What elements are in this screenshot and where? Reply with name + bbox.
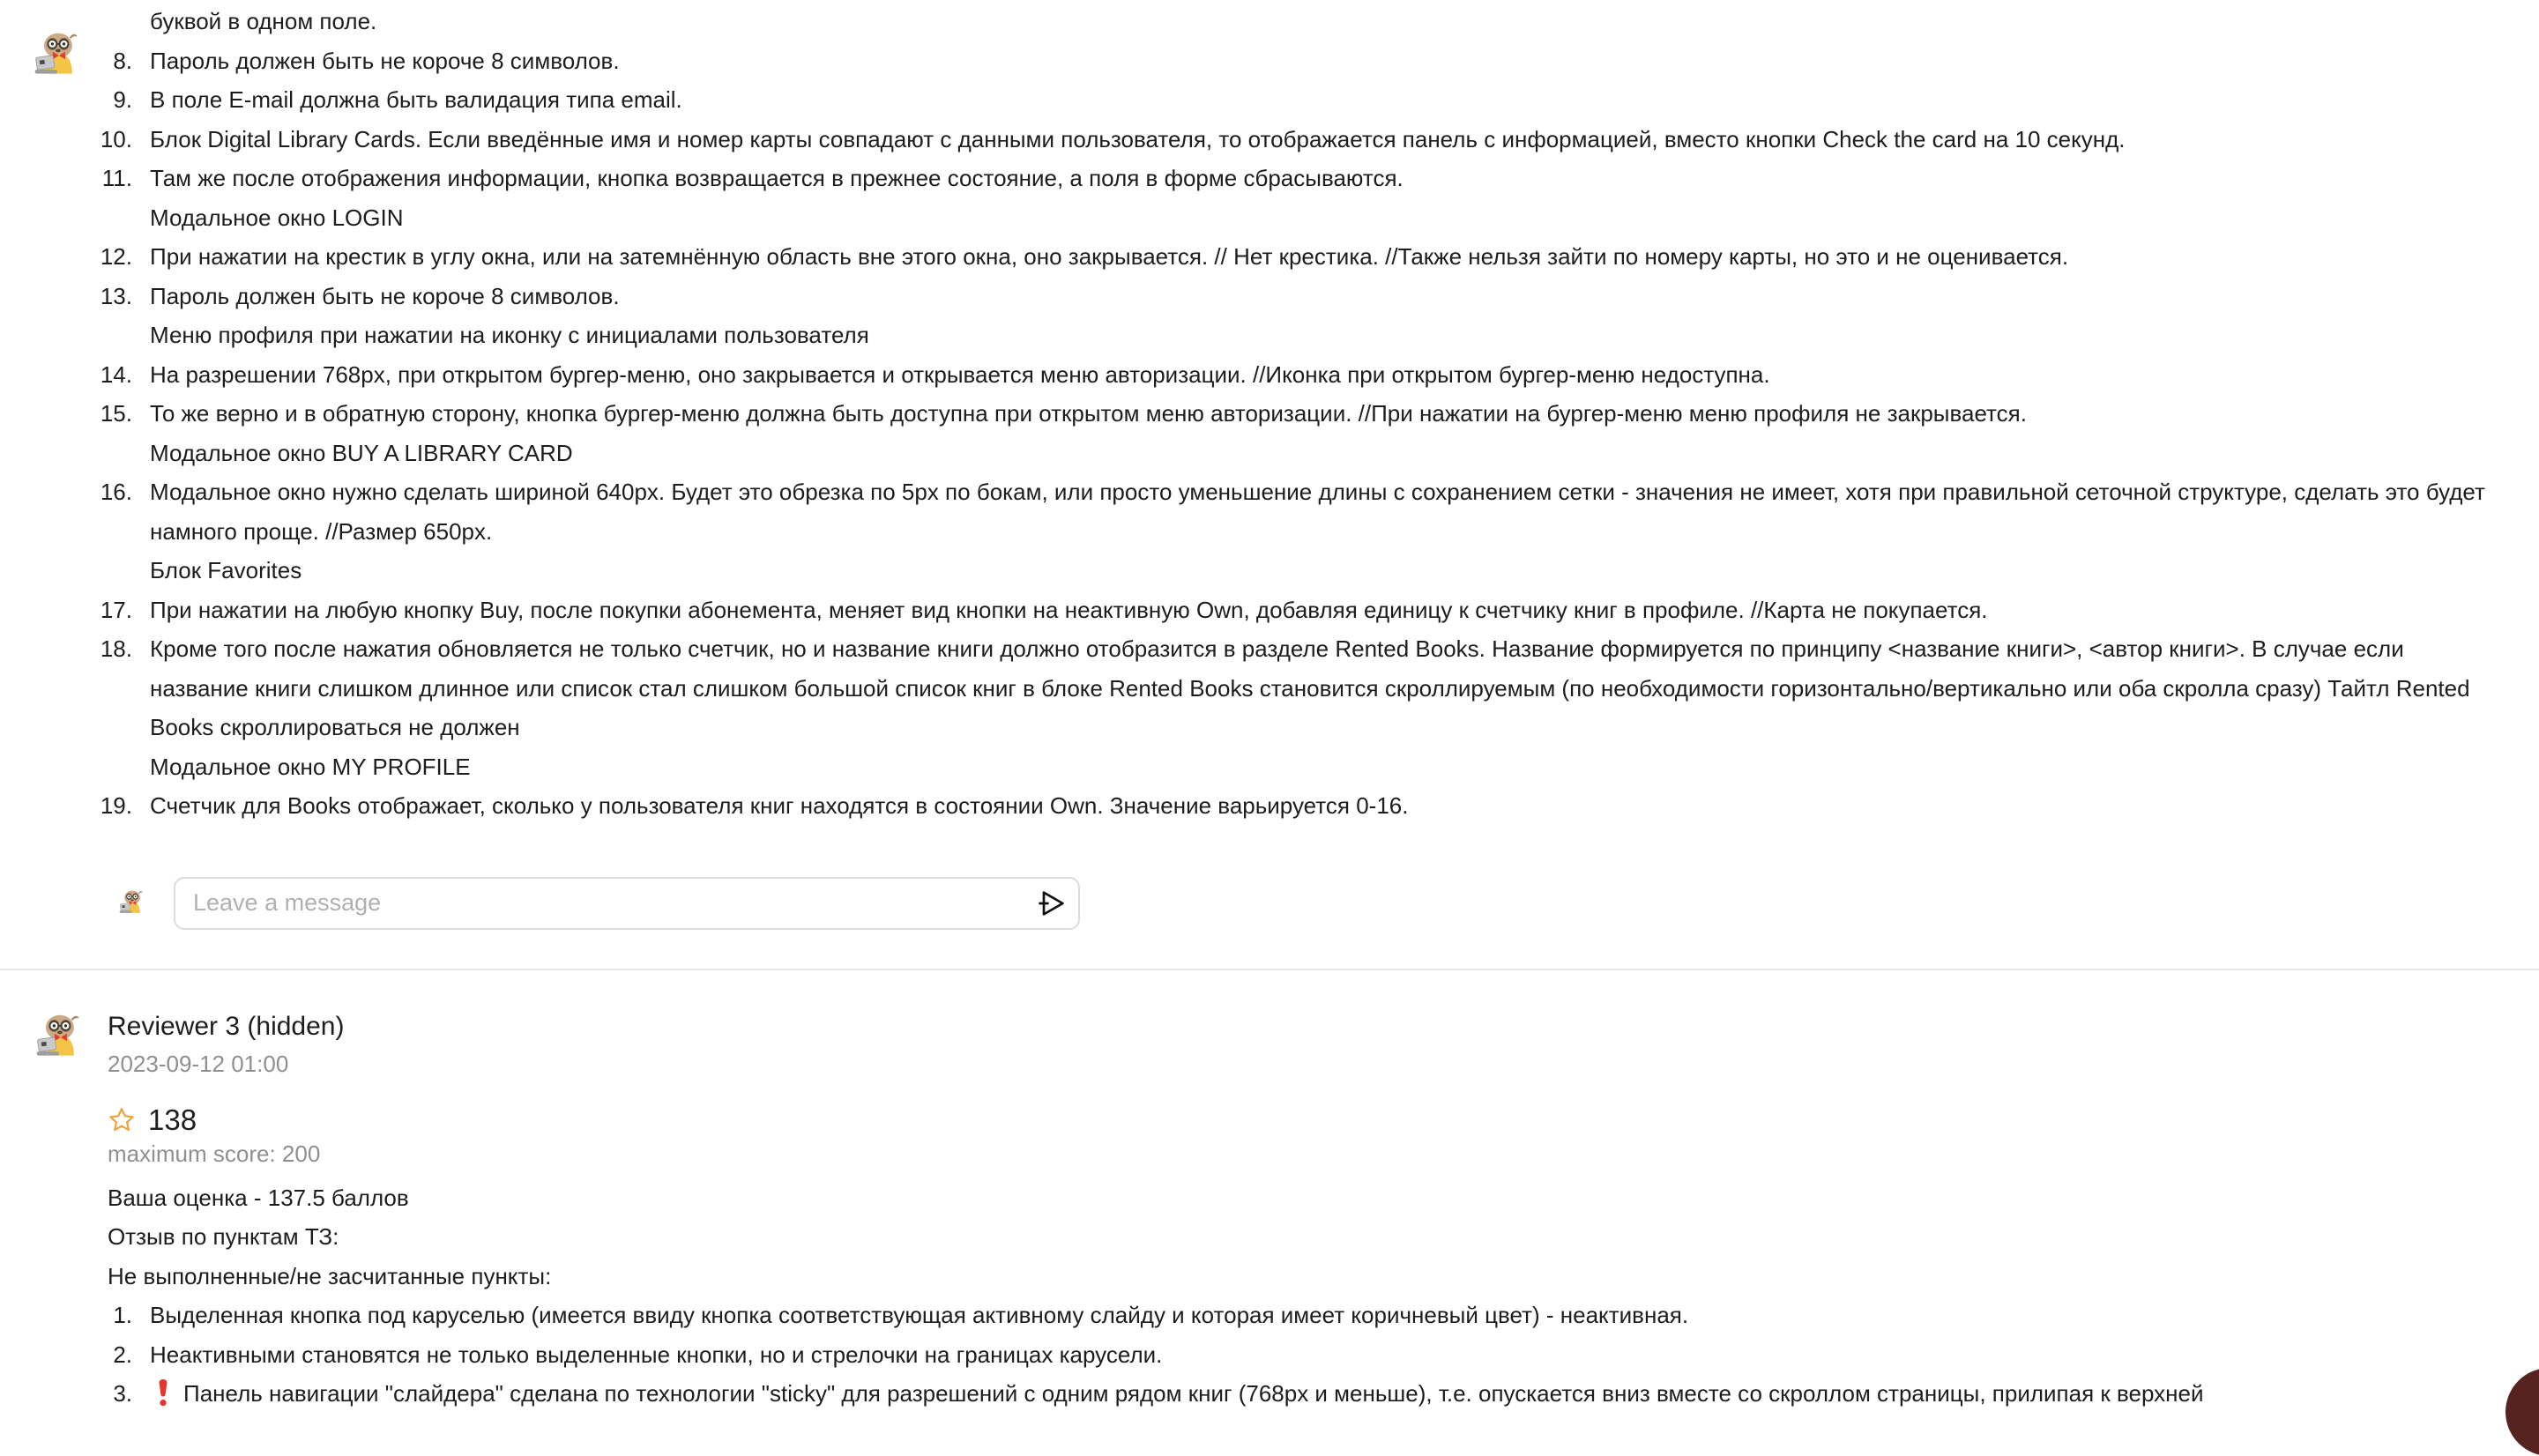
list-item-number: 16. [100,479,132,505]
list-item [90,159,2488,198]
score-value: 138 [148,1103,197,1136]
review-body [108,1178,2488,1414]
list-item-text: Счетчик для Books отображает, сколько у пользователя книг находятся в состоянии Own. Значение варьируется 0-16. [150,792,1409,819]
list-item [90,316,2488,355]
list-item [90,41,2488,81]
list-item-number: 15. [100,400,132,427]
review-paragraphs [108,1178,2488,1296]
list-item-text: В поле E-mail должна быть валидация типа email. [150,86,682,113]
list-item-number: 14. [100,360,132,388]
list-item [90,198,2488,238]
score-row [108,1104,2488,1136]
list-item-text: Блок Favorites [150,557,302,583]
feedback-list [90,41,2488,826]
list-item-text: При нажатии на любую кнопку Buy, после покупки абонемента, меняет вид кнопки на неактивную Own, добавляя единицу к счетчику книг в профиле. //Карта не покупается. [150,596,1988,623]
list-item-text: Блок Digital Library Cards. Если введённые имя и номер карты совпадают с данными пользователя, то отображается панель с информацией, вместо кнопки Check the card на 10 секунд. [150,125,2126,152]
reviewer-avatar-icon [33,1011,86,1064]
list-item [90,551,2488,591]
list-item-number: 10. [100,125,132,152]
section-divider [0,969,2539,970]
list-item-text: Модальное окно нужно сделать шириной 640px. Будет это обрезка по 5px по бокам, или просто уменьшение длины с сохранением сетки - значения не имеет, хотя при правильной сеточной структуре, сделать это будет намного проще. //Размер 650px. [150,479,2485,545]
list-item-text: Пароль должен быть не короче 8 символов. [150,47,620,74]
list-item-number: 3. [113,1380,132,1407]
list-item-number [90,316,132,355]
reviewer-card [0,1011,2539,1414]
list-item-number: 1. [113,1302,132,1328]
review-date: 2023-09-12 01:00 [108,1050,289,1077]
reviewer-name: Reviewer 3 (hidden) [108,1011,345,1041]
star-icon [108,1106,136,1134]
list-item [90,355,2488,395]
list-item [90,237,2488,277]
list-item-text: Модальное окно LOGIN [150,204,404,231]
list-item-number [90,551,132,591]
list-item [90,591,2488,630]
list-item [90,394,2488,434]
list-item-number: 19. [100,792,132,819]
list-item-text: Модальное окно MY PROFILE [150,753,471,780]
list-item-text: То же верно и в обратную сторону, кнопка бургер-меню должна быть доступна при открытом меню авторизации. //При нажатии на бургер-меню меню профиля не закрывается. [150,400,2027,427]
message-composer [117,877,2488,930]
list-item-number: 12. [100,243,132,270]
list-item [90,434,2488,473]
list-item-number: 9. [113,86,132,113]
list-item-text: Там же после отображения информации, кнопка возвращается в прежнее состояние, а поля в форме сбрасываются. [150,165,1404,191]
list-item [90,120,2488,160]
list-item [90,1374,2488,1414]
send-button[interactable] [1036,888,1068,919]
list-item-text: Панель навигации "слайдера" сделана по технологии "sticky" для разрешений с одним рядом книг (768px и меньше), т.е. опускается вниз вместе со скроллом страницы, прилипая к верхней [183,1380,2204,1407]
list-item-text: При нажатии на крестик в углу окна, или на затемнённую область вне этого окна, оно закрывается. // Нет крестика. //Также нельзя зайти по номеру карты, но это и не оценивается. [150,243,2069,270]
list-item [90,629,2488,747]
list-item-number: 17. [100,596,132,623]
review-issues-list [108,1296,2488,1414]
list-item-number: 13. [100,282,132,309]
wrapped-tail-text: буквой в одном поле. [150,8,377,34]
list-item-text: Модальное окно BUY A LIBRARY CARD [150,439,573,466]
list-item [90,1296,2488,1335]
list-item [90,1335,2488,1375]
message-input[interactable] [174,877,1080,930]
list-item [90,80,2488,120]
list-item [90,472,2488,551]
list-item-text: Неактивными становятся не только выделенные кнопки, но и стрелочки на границах карусели. [150,1341,1163,1368]
list-item-text: Кроме того после нажатия обновляется не только счетчик, но и название книги должно отобразится в разделе Rented Books. Название формируется по принципу <название книги>, <автор книги>. В случае если название книги слишком длинное или список стал слишком большой список книг в блоке Rented Books становится скроллируемым (по необходимости горизонтально/вертикально или оба скролла сразу) Тайтл Rented Books скроллироваться не должен [150,635,2470,740]
list-item-text: Выделенная кнопка под каруселью (имеется ввиду кнопка соответствующая активному слайду и которая имеет коричневый цвет) - неактивная. [150,1302,1689,1328]
list-item [90,747,2488,787]
message-input-wrap [174,877,1080,930]
max-score-label: maximum score: 200 [108,1140,321,1167]
list-item-text: На разрешении 768px, при открытом бургер-меню, оно закрывается и открывается меню авторизации. //Иконка при открытом бургер-меню недоступна. [150,360,1770,388]
list-item-text: Меню профиля при нажатии на иконку с инициалами пользователя [150,322,869,348]
list-item [90,786,2488,826]
list-item-number: 2. [113,1341,132,1368]
list-item [90,277,2488,316]
send-icon [1036,909,1068,922]
list-item-number: 18. [100,635,132,662]
composer-avatar-icon [117,888,146,917]
review-paragraph: Не выполненные/не засчитанные пункты: [108,1262,552,1289]
list-item-number: 8. [113,47,132,74]
review-paragraph: Отзыв по пунктам ТЗ: [108,1223,339,1250]
list-item-number [90,198,132,238]
list-item-number [90,747,132,787]
review-paragraph: Ваша оценка - 137.5 баллов [108,1184,409,1211]
list-item-number [90,434,132,473]
list-item-number: 11. [101,165,132,191]
red-exclamation-icon [153,1378,173,1407]
list-item-text: Пароль должен быть не короче 8 символов. [150,282,620,309]
sloth-avatar-icon [31,29,84,82]
